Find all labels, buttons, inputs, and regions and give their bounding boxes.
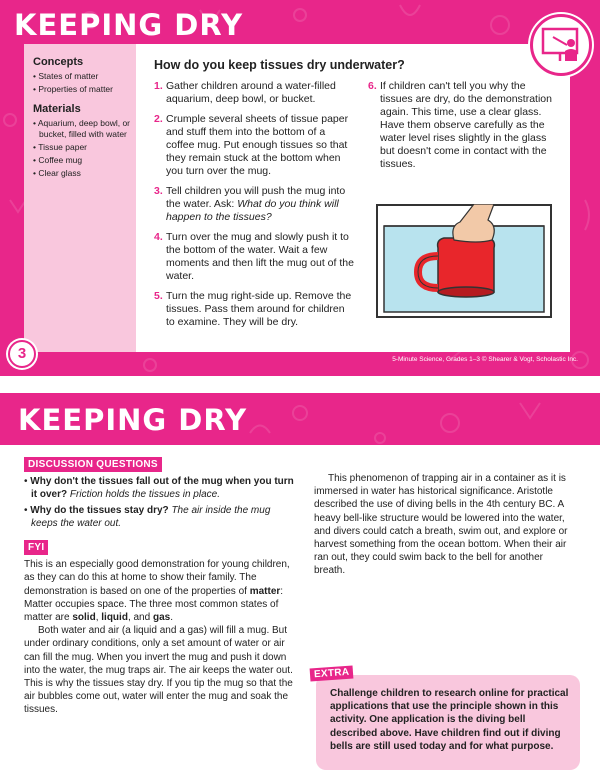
- steps-right: [368, 80, 560, 178]
- right-column: [314, 472, 576, 578]
- back-panel: [0, 445, 600, 776]
- activity-question: How do you keep tissues dry underwater?: [154, 58, 405, 72]
- extra-label: EXTRA: [310, 666, 354, 682]
- back-title: KEEPING DRY: [18, 403, 248, 437]
- front-card: [0, 0, 600, 376]
- discussion-question: • Why do the tissues stay dry? The air inside the mug keeps the water out.: [24, 504, 294, 530]
- step-2: 2. Crumple several sheets of tissue paper and stuff them into the bottom of a coffee mug. Put enough tissues so that they remain stuck at the bottom when you turn over the mug.: [154, 113, 349, 177]
- fyi-paragraph-1: This is an especially good demonstration for young children, as they can do this at home to show their family. The demonstration is based on one of the properties of matter: Matter occupies space. The three most common states of matter are solid, liquid, and gas.: [24, 559, 290, 624]
- material-item: • Aquarium, deep bowl, or bucket, filled with water: [33, 118, 130, 140]
- left-column: [24, 457, 294, 717]
- step-1: 1. Gather children around a water-filled aquarium, deep bowl, or bucket.: [154, 80, 336, 105]
- extra-text: Challenge children to research online for practical applications that use the principle shown in this activity. One application is the diving bell described above. Have children find out if diving bells are still used today and for what purpose.: [330, 688, 569, 752]
- fyi-label: FYI: [24, 540, 48, 555]
- material-item: • Clear glass: [33, 168, 130, 179]
- discussion-questions: [24, 475, 294, 530]
- discussion-label: DISCUSSION QUESTIONS: [24, 457, 162, 472]
- teacher-board-icon: [530, 14, 592, 76]
- material-item: • Tissue paper: [33, 142, 130, 153]
- concepts-heading: Concepts: [33, 56, 84, 68]
- credit-line: 5-Minute Science, Grades 1–3 © Shearer & Vogt, Scholastic Inc.: [392, 356, 578, 363]
- steps-left: [154, 80, 354, 336]
- front-title: KEEPING DRY: [14, 8, 244, 42]
- concept-item: • States of matter: [33, 71, 130, 82]
- activity-panel: [24, 44, 570, 352]
- discussion-question: • Why don't the tissues fall out of the mug when you turn it over? Friction holds the tissues in place.: [24, 475, 294, 501]
- step-4: 4. Turn over the mug and slowly push it to the bottom of the water. Wait a few moments and then lift the mug out of the water.: [154, 231, 354, 282]
- step-5: 5. Turn the mug right-side up. Remove the tissues. Pass them around for children to examine. They will be dry.: [154, 290, 352, 328]
- history-paragraph: This phenomenon of trapping air in a container as it is immersed in water has historical significance. Aristotle described the use of diving bells in the 4th century BC. A heavy bell-like structure would be lowered into the water, and divers could catch a breath, swim out, and explore or harvest something from the ocean bottom. When their air ran out, they could swim back to the bell for another breath.: [314, 473, 568, 577]
- back-card: [0, 393, 600, 776]
- step-3: 3. Tell children you will push the mug into the water. Ask: What do you think will happen to the tissues?: [154, 185, 346, 223]
- activity-main: [154, 58, 559, 81]
- material-item: • Coffee mug: [33, 155, 130, 166]
- concept-item: • Properties of matter: [33, 84, 130, 95]
- page-number: 3: [8, 340, 36, 368]
- materials-heading: Materials: [33, 103, 81, 115]
- mug-in-water-illustration: [376, 204, 552, 318]
- sidebar: [24, 44, 136, 352]
- step-6: 6. If children can't tell you why the tissues are dry, do the demonstration again. This time, use a clear glass. Have them observe carefully as the water level rises slightly in the glass but doesn't come in contact with the tissues.: [368, 80, 552, 170]
- fyi-paragraph-2: Both water and air (a liquid and a gas) will fill a mug. But under ordinary conditions, only a set amount of water or air can fill the mug. When you invert the mug and push it down into the water, the mug traps air. The air keeps the water out. This is why the tissues stay dry. If you tip the mug so that the air bubbles come out, water will enter the mug and soak the tissues.: [24, 625, 293, 716]
